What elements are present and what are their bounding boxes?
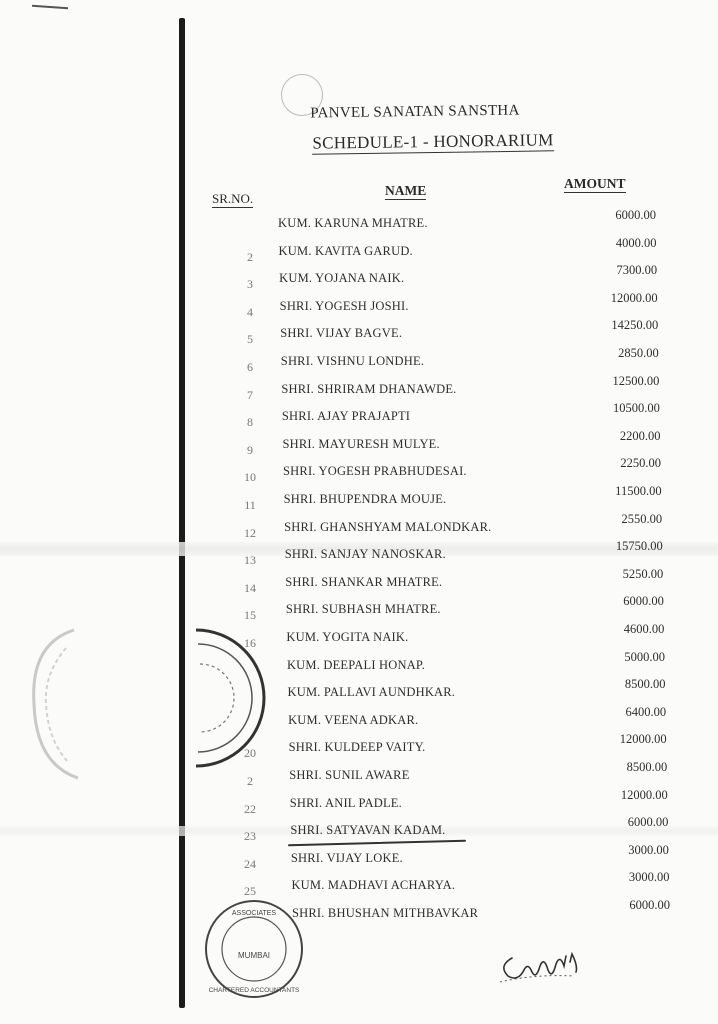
row-amount: 5250.00 (622, 566, 664, 581)
row-name: SHRI. ANIL PADLE. (289, 795, 402, 810)
row-sr-no: 24 (244, 856, 256, 871)
row-name: KUM. YOGITA NAIK. (286, 630, 409, 644)
table-row (0, 704, 718, 729)
row-amount: 6000.00 (623, 594, 664, 609)
faded-margin-stamp (26, 624, 86, 784)
row-name: KUM. MADHAVI ACHARYA. (291, 878, 456, 893)
table-row (0, 787, 718, 816)
seal-bottom-text: CHARTERED ACCOUNTANTS (208, 987, 300, 994)
row-name: KUM. DEEPALI HONAP. (286, 657, 426, 672)
table-row (0, 622, 718, 650)
row-name: SHRI. SHANKAR MHATRE. (285, 574, 443, 589)
row-sr-no: 2 (247, 774, 253, 788)
row-name: SHRI. BHUSHAN MITHBAVKAR (292, 906, 479, 920)
round-stamp-partial (186, 624, 266, 774)
row-name: SHRI. SATYAVAN KADAM. (290, 823, 446, 838)
table-row (0, 401, 718, 430)
row-sr-no: 15 (244, 608, 256, 623)
column-header-sr-no: SR.NO. (212, 191, 254, 206)
row-name: SHRI. YOGESH JOSHI. (279, 298, 409, 313)
row-name: SHRI. VIJAY LOKE. (290, 850, 403, 865)
row-name: KUM. VEENA ADKAR. (288, 712, 419, 727)
row-amount: 12000.00 (610, 290, 658, 305)
table-row (0, 346, 718, 374)
table-row (0, 566, 718, 595)
row-amount: 12500.00 (612, 373, 660, 388)
row-sr-no: 3 (247, 277, 253, 292)
table-row (0, 235, 718, 264)
row-name: SHRI. VISHNU LONDHE. (280, 354, 425, 368)
table-row (0, 870, 718, 899)
row-sr-no: 14 (244, 580, 256, 595)
row-sr-no: 10 (244, 470, 256, 485)
signature (494, 936, 594, 996)
table-row (0, 679, 718, 701)
row-amount: 2250.00 (620, 456, 662, 471)
row-name: SHRI. YOGESH PRABHUDESAI. (283, 464, 467, 479)
table-row (0, 760, 718, 788)
row-sr-no: 8 (247, 415, 253, 430)
seal-city-text: MUMBAI (238, 951, 270, 960)
row-sr-no: 13 (244, 553, 256, 568)
row-sr-no: 20 (244, 746, 256, 761)
row-sr-no: 4 (247, 304, 253, 319)
row-sr-no: 16 (244, 636, 256, 650)
row-amount: 10500.00 (613, 401, 660, 416)
row-amount: 3000.00 (628, 842, 669, 857)
row-name: SHRI. GHANSHYAM MALONDKAR. (284, 519, 492, 534)
table-row (0, 263, 718, 292)
table-row (0, 649, 718, 674)
row-amount: 15750.00 (615, 539, 663, 554)
row-amount: 11500.00 (615, 484, 662, 498)
row-amount: 12000.00 (620, 787, 668, 802)
table-row (0, 815, 718, 844)
row-amount: 4600.00 (623, 622, 665, 636)
row-amount: 4000.00 (615, 235, 657, 250)
row-amount: 14250.00 (611, 318, 659, 333)
schedule-title-text: SCHEDULE-1 - HONORARIUM (312, 130, 554, 153)
row-sr-no: 2 (247, 249, 253, 264)
row-amount: 8500.00 (626, 760, 668, 774)
table-row (0, 318, 718, 347)
table-row (0, 428, 718, 457)
row-sr-no: 9 (247, 442, 253, 457)
table-row (0, 456, 718, 485)
table-row (0, 732, 718, 761)
row-amount: 6400.00 (625, 704, 667, 719)
row-amount: 3000.00 (628, 870, 670, 885)
row-amount: 7300.00 (616, 263, 658, 278)
row-sr-no: 11 (244, 498, 256, 512)
table-row (0, 373, 718, 402)
row-sr-no: 7 (247, 387, 253, 402)
table-row (0, 290, 718, 319)
row-amount: 2200.00 (619, 428, 661, 443)
row-name: KUM. PALLAVI AUNDHKAR. (287, 685, 456, 700)
row-name: SHRI. AJAY PRAJAPTI (281, 409, 411, 424)
row-name: SHRI. SANJAY NANOSKAR. (284, 547, 446, 562)
row-sr-no: 6 (247, 360, 253, 374)
row-name: KUM. YOJANA NAIK. (279, 271, 405, 286)
row-name: KUM. KARUNA MHATRE. (278, 216, 428, 230)
row-name: SHRI. VIJAY BAGVE. (280, 326, 403, 341)
row-sr-no: 12 (244, 525, 256, 540)
row-name: SHRI. SHRIRAM DHANAWDE. (281, 381, 457, 396)
row-name: KUM. KAVITA GARUD. (278, 243, 413, 258)
table-row (0, 594, 718, 623)
row-sr-no: 22 (244, 801, 256, 816)
row-amount: 6000.00 (615, 208, 656, 222)
row-amount: 2550.00 (621, 511, 663, 526)
row-name: SHRI. SUNIL AWARE (289, 768, 410, 782)
row-name: SHRI. KULDEEP VAITY. (288, 740, 426, 755)
table-row (0, 900, 718, 922)
row-amount: 2850.00 (618, 346, 659, 360)
row-sr-no: 25 (244, 884, 256, 899)
table-row (0, 210, 718, 232)
row-amount: 6000.00 (627, 815, 669, 830)
row-name: SHRI. SUBHASH MHATRE. (285, 602, 441, 617)
table-row (0, 511, 718, 540)
row-sr-no: 5 (247, 332, 253, 347)
row-amount: 6000.00 (629, 898, 670, 912)
chartered-accountant-seal (200, 896, 308, 1002)
seal-top-text: ASSOCIATES (231, 910, 277, 917)
column-header-amount: AMOUNT (564, 176, 626, 191)
column-header-name: NAME (385, 183, 427, 198)
row-name: SHRI. MAYURESH MULYE. (282, 436, 440, 451)
row-sr-no: 23 (244, 829, 256, 844)
row-amount: 5000.00 (624, 649, 665, 664)
row-amount: 8500.00 (624, 677, 666, 692)
table-row (0, 842, 718, 871)
table-row (0, 539, 718, 568)
row-amount: 12000.00 (619, 732, 667, 747)
row-name: SHRI. BHUPENDRA MOUJE. (283, 492, 447, 506)
table-row (0, 484, 718, 512)
organization-title: PANVEL SANATAN SANSTHA (310, 102, 520, 122)
